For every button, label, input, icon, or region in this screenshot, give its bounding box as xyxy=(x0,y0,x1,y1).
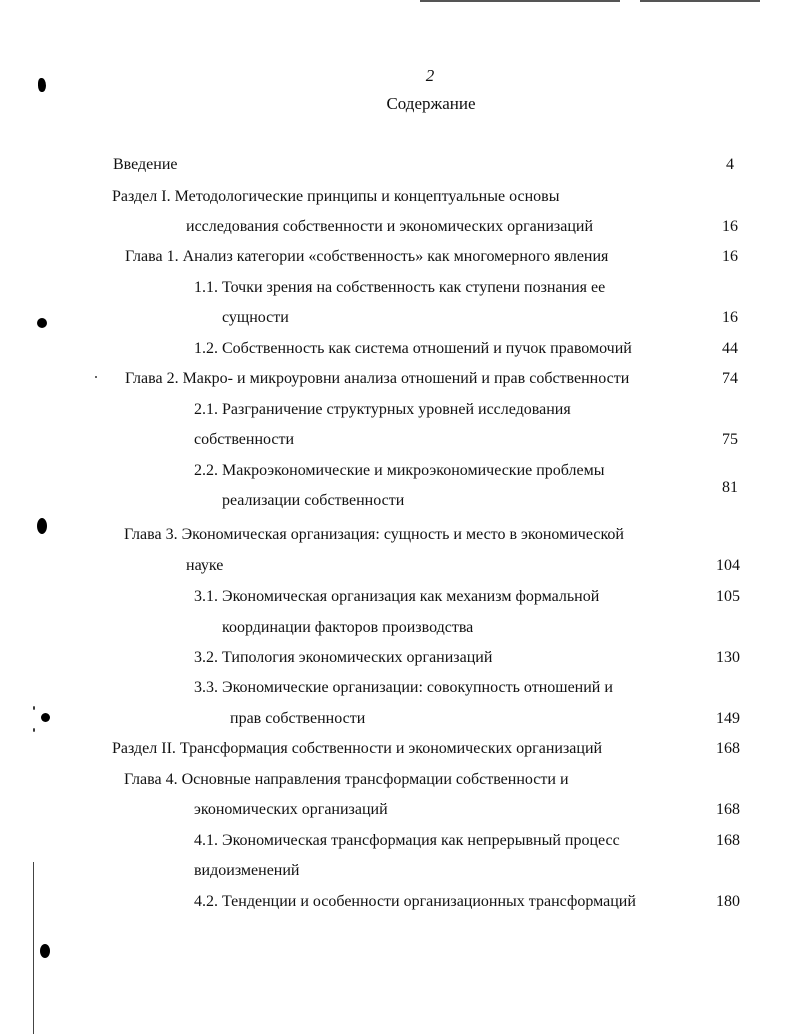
toc-entry-s4-1-line1: 4.1. Экономическая трансформация как непрерывный процесс xyxy=(194,832,620,849)
toc-page-section1: 16 xyxy=(722,218,738,235)
toc-entry-s3-1-line2: координации факторов производства xyxy=(222,619,474,636)
toc-entry-s3-2: 3.2. Типология экономических организаций xyxy=(194,649,493,666)
scan-speck xyxy=(33,706,35,710)
scan-edge-line xyxy=(420,0,620,2)
scan-speck xyxy=(33,728,35,732)
toc-entry-intro: Введение xyxy=(113,156,178,173)
scan-edge-line xyxy=(640,0,760,2)
scan-speck xyxy=(95,376,97,378)
toc-page-ch3: 104 xyxy=(716,557,740,574)
toc-page-s4-2: 180 xyxy=(716,893,740,910)
toc-entry-s1-1-line1: 1.1. Точки зрения на собственность как ступени познания ее xyxy=(194,279,606,296)
page-number: 2 xyxy=(425,66,435,85)
toc-entry-section1-line1: Раздел I. Методологические принципы и концептуальные основы xyxy=(112,188,560,205)
toc-entry-s2-2-line2: реализации собственности xyxy=(222,492,405,509)
toc-page-s2-1: 75 xyxy=(722,431,738,448)
toc-entry-ch4-line2: экономических организаций xyxy=(194,801,388,818)
toc-page-s1-2: 44 xyxy=(722,340,738,357)
toc-entry-s1-1-line2: сущности xyxy=(222,309,289,326)
toc-page-s4-1: 168 xyxy=(716,832,740,849)
toc-page-s3-1: 105 xyxy=(716,588,740,605)
toc-entry-ch2: Глава 2. Макро- и микроуровни анализа отношений и прав собственности xyxy=(125,370,630,387)
toc-page-ch2: 74 xyxy=(722,370,738,387)
toc-entry-ch4-line1: Глава 4. Основные направления трансформации собственности и xyxy=(124,771,569,788)
toc-page-ch4: 168 xyxy=(716,801,740,818)
toc-entry-s2-1-line1: 2.1. Разграничение структурных уровней исследования xyxy=(194,401,571,418)
toc-entry-s4-1-line2: видоизменений xyxy=(194,862,300,879)
toc-entry-s4-2: 4.2. Тенденции и особенности организационных трансформаций xyxy=(194,893,636,910)
scan-margin-line xyxy=(33,862,34,1034)
toc-entry-s3-3-line1: 3.3. Экономические организации: совокупность отношений и xyxy=(194,679,613,696)
toc-page-ch1: 16 xyxy=(722,248,738,265)
toc-entry-s3-1-line1: 3.1. Экономическая организация как механизм формальной xyxy=(194,588,600,605)
toc-page-s2-2: 81 xyxy=(722,479,738,496)
toc-entry-section1-line2: исследования собственности и экономических организаций xyxy=(186,218,594,235)
toc-entry-s3-3-line2: прав собственности xyxy=(230,710,366,727)
scan-blot xyxy=(37,318,47,328)
scan-blot xyxy=(41,713,50,722)
toc-entry-s1-2: 1.2. Собственность как система отношений и пучок правомочий xyxy=(194,340,632,357)
toc-entry-ch3-line2: науке xyxy=(186,557,224,574)
toc-entry-section2: Раздел II. Трансформация собственности и экономических организаций xyxy=(112,740,603,757)
toc-page-s3-3: 149 xyxy=(716,710,740,727)
page-title: Содержание xyxy=(386,94,476,113)
toc-entry-ch1: Глава 1. Анализ категории «собственность» как многомерного явления xyxy=(125,248,609,265)
toc-page-intro: 4 xyxy=(726,156,734,173)
toc-entry-ch3-line1: Глава 3. Экономическая организация: сущность и место в экономической xyxy=(124,526,624,543)
toc-entry-s2-1-line2: собственности xyxy=(194,431,295,448)
toc-page-section2: 168 xyxy=(716,740,740,757)
scan-blot xyxy=(37,518,47,534)
scan-blot xyxy=(40,944,50,958)
toc-entry-s2-2-line1: 2.2. Макроэкономические и микроэкономические проблемы xyxy=(194,462,605,479)
toc-page-s3-2: 130 xyxy=(716,649,740,666)
toc-page-s1-1: 16 xyxy=(722,309,738,326)
